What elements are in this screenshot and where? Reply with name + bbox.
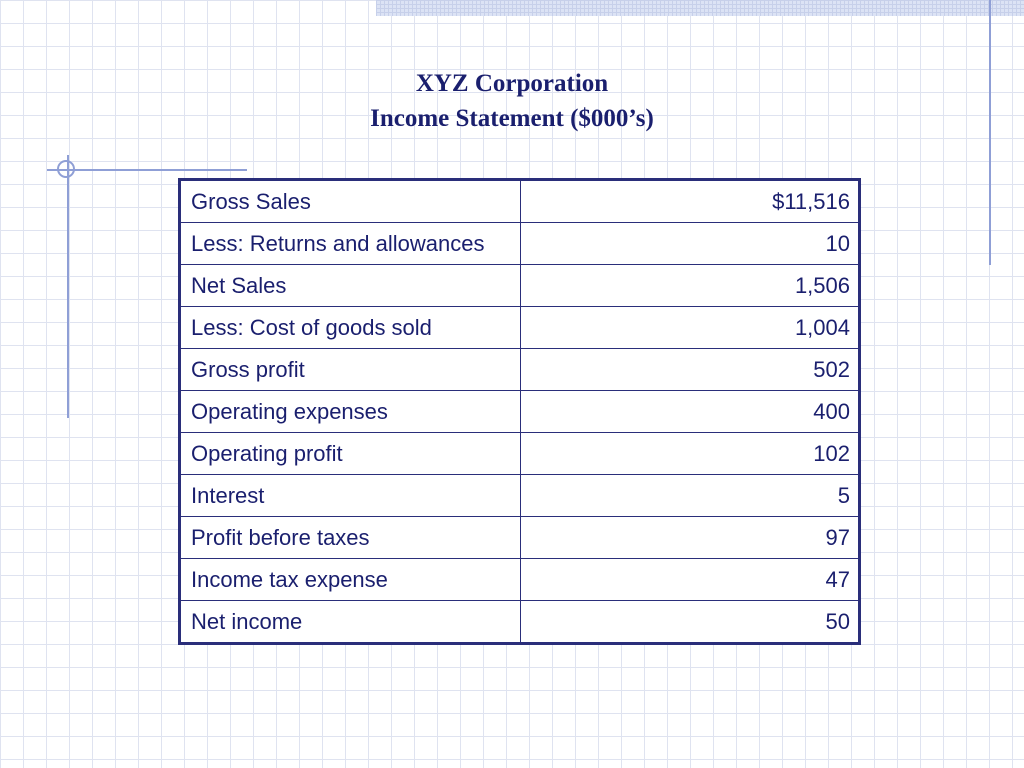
table-row [180, 601, 860, 644]
row-value: 102 [521, 433, 860, 475]
table-row [180, 265, 860, 307]
row-label: Gross Sales [180, 180, 521, 223]
row-label: Net income [180, 601, 521, 644]
circle-decoration [57, 160, 75, 178]
left-decoration-line [67, 155, 69, 418]
row-value: 1,004 [521, 307, 860, 349]
row-label: Net Sales [180, 265, 521, 307]
income-statement-table [178, 178, 861, 645]
row-value: 47 [521, 559, 860, 601]
title-company: XYZ Corporation [415, 70, 609, 97]
row-label: Operating expenses [180, 391, 521, 433]
row-value: 1,506 [521, 265, 860, 307]
table-row [180, 180, 860, 223]
table-row [180, 349, 860, 391]
header-decoration-band [376, 0, 1024, 16]
row-value: 502 [521, 349, 860, 391]
table-row [180, 307, 860, 349]
row-label: Interest [180, 475, 521, 517]
row-label: Less: Returns and allowances [180, 223, 521, 265]
row-value: $11,516 [521, 180, 860, 223]
row-label: Income tax expense [180, 559, 521, 601]
table-row [180, 223, 860, 265]
row-value: 97 [521, 517, 860, 559]
table-row [180, 475, 860, 517]
row-label: Profit before taxes [180, 517, 521, 559]
row-label: Gross profit [180, 349, 521, 391]
row-label: Less: Cost of goods sold [180, 307, 521, 349]
table-row [180, 391, 860, 433]
row-value: 5 [521, 475, 860, 517]
table-row [180, 433, 860, 475]
row-label: Operating profit [180, 433, 521, 475]
slide-title [0, 66, 1024, 136]
table-row [180, 517, 860, 559]
row-value: 10 [521, 223, 860, 265]
title-statement: Income Statement ($000’s) [370, 105, 654, 132]
row-value: 400 [521, 391, 860, 433]
table-row [180, 559, 860, 601]
left-horizontal-decoration-line [47, 169, 247, 171]
row-value: 50 [521, 601, 860, 644]
